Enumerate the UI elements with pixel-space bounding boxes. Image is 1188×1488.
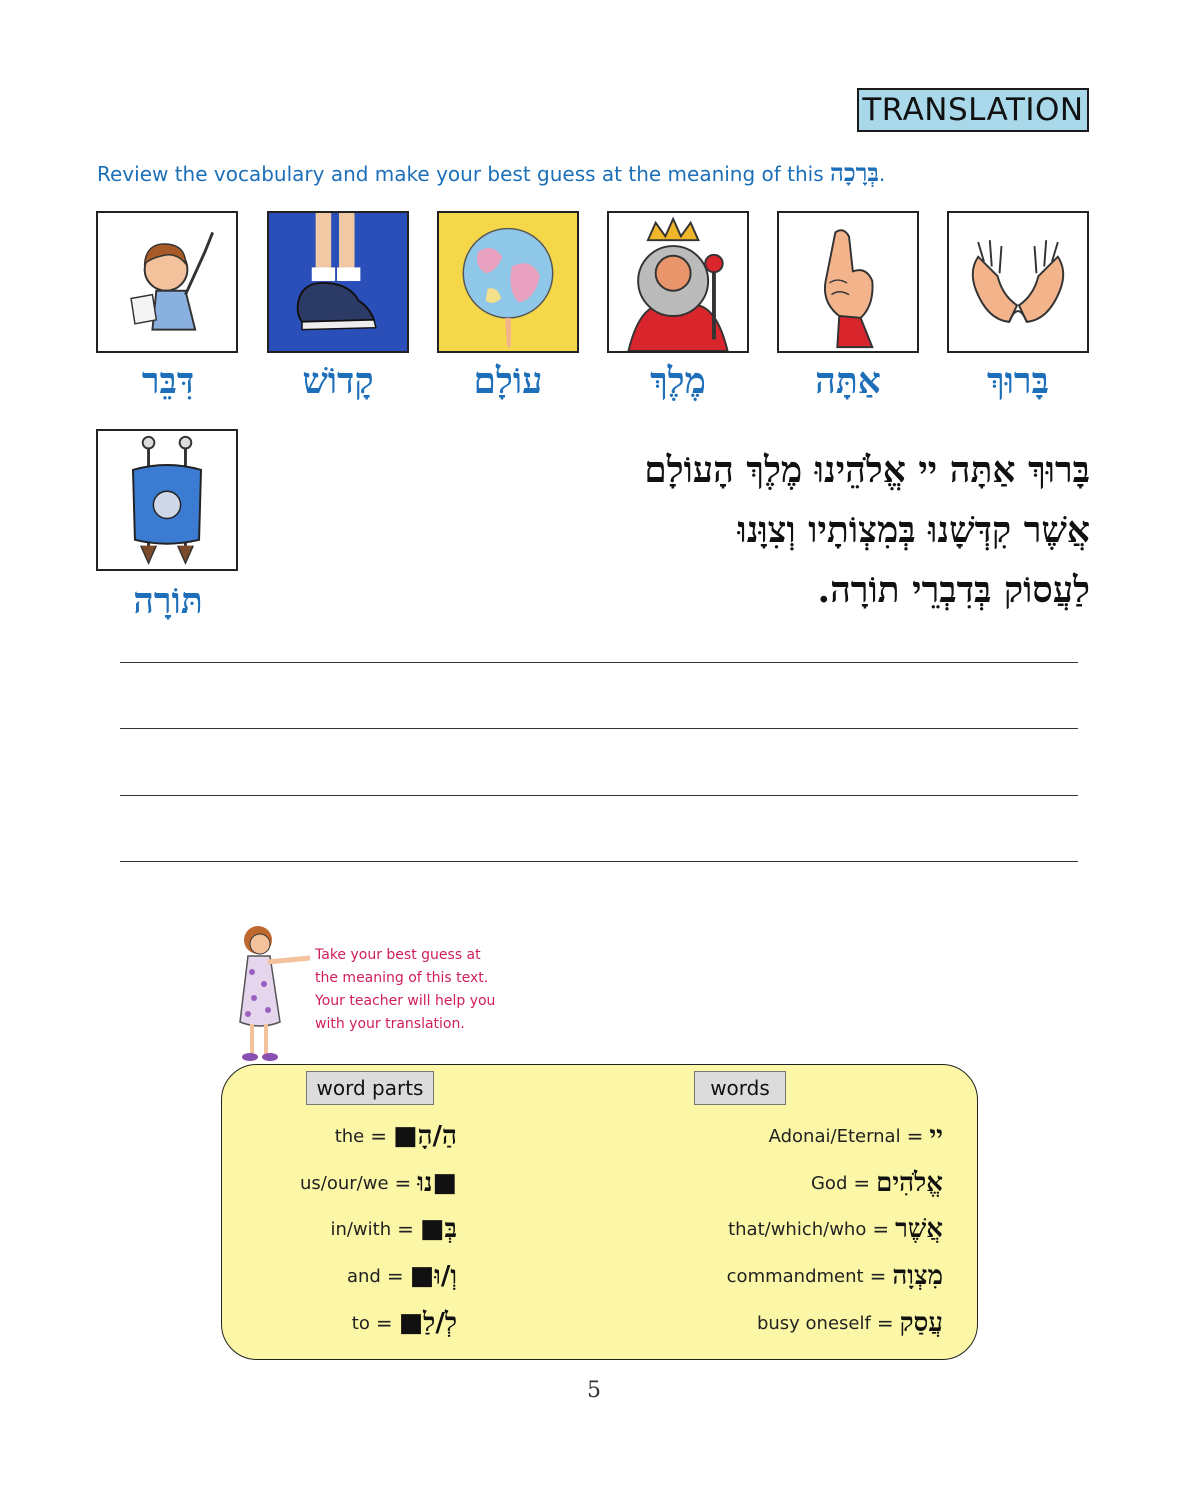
section-title: TRANSLATION	[857, 88, 1089, 132]
answer-line-3[interactable]	[120, 795, 1078, 796]
word-row	[757, 1308, 943, 1338]
word-hebrew: מִצְוָה	[892, 1261, 943, 1291]
word-part-row	[347, 1261, 457, 1291]
word-row	[769, 1121, 943, 1151]
word-part-english: us/our/we	[300, 1172, 389, 1194]
equals-sign: =	[375, 1311, 393, 1335]
instructions	[97, 158, 885, 188]
equals-sign: =	[397, 1217, 414, 1241]
speaking-boy-icon	[96, 211, 238, 353]
answer-line-4[interactable]	[120, 861, 1078, 862]
word-part-row	[352, 1308, 457, 1338]
word-part-row	[300, 1168, 457, 1198]
globe-icon	[437, 211, 579, 353]
word-hebrew: יי	[929, 1121, 943, 1151]
torah-scroll-icon	[96, 429, 238, 571]
word-part-english: the	[334, 1125, 365, 1147]
tip-line-2: the meaning of this text.	[315, 970, 489, 986]
instructions-period: .	[878, 162, 886, 186]
blessing-text	[644, 440, 1090, 620]
instructions-text: Review the vocabulary and make your best guess at the meaning of this	[97, 162, 824, 186]
words-header: words	[694, 1071, 786, 1105]
blessing-line-1: בָּרוּךְ אַתָּה יי אֱלֹהֵינוּ מֶלֶךְ הָעוֹלָם	[644, 449, 1090, 491]
word-hebrew: אֲשֶׁר	[895, 1214, 943, 1244]
vocab-word-olam: עוֹלָם	[473, 360, 543, 402]
word-english: busy oneself	[756, 1312, 871, 1334]
word-hebrew: עֲסַק	[899, 1308, 943, 1338]
word-part-hebrew: וְ/וּ■	[409, 1261, 457, 1291]
word-part-hebrew: בְּ■	[419, 1214, 457, 1244]
equals-sign: =	[394, 1171, 412, 1195]
word-row	[811, 1168, 943, 1198]
teacher-tip	[315, 944, 515, 1036]
vocab-word-atah: אַתָּה	[815, 360, 881, 402]
word-part-row	[335, 1121, 457, 1151]
answer-line-1[interactable]	[120, 662, 1078, 663]
equals-sign: =	[906, 1124, 924, 1148]
word-part-hebrew: ■נוּ	[417, 1168, 457, 1198]
word-english: God	[810, 1172, 848, 1194]
equals-sign: =	[876, 1311, 894, 1335]
word-part-english: to	[351, 1312, 370, 1334]
equals-sign: =	[370, 1124, 388, 1148]
word-parts-header: word parts	[306, 1071, 434, 1105]
word-row	[728, 1214, 943, 1244]
vocab-word-baruch: בָּרוּךְ	[987, 360, 1049, 402]
word-english: Adonai/Eternal	[768, 1125, 901, 1147]
equals-sign: =	[872, 1217, 890, 1241]
king-icon	[607, 211, 749, 353]
word-row	[727, 1261, 943, 1291]
equals-sign: =	[386, 1264, 404, 1288]
word-part-hebrew: הַ/הָ■	[393, 1121, 457, 1151]
answer-line-2[interactable]	[120, 728, 1078, 729]
instructions-hebrew-word: בְּרָכָה	[830, 158, 879, 187]
pointing-hand-icon	[777, 211, 919, 353]
teacher-illustration	[230, 922, 315, 1064]
word-english: commandment	[726, 1265, 864, 1287]
tip-line-1: Take your best guess at	[315, 947, 481, 963]
equals-sign: =	[869, 1264, 887, 1288]
word-part-english: and	[346, 1265, 381, 1287]
vocabulary-box	[221, 1064, 978, 1360]
page-number: 5	[587, 1378, 601, 1403]
word-part-row	[330, 1214, 457, 1244]
vocab-word-kadosh: קָדוֹשׁ	[302, 360, 374, 402]
word-part-hebrew: לְ/לַ■	[398, 1308, 457, 1338]
vocab-word-melech: מֶלֶךְ	[650, 360, 706, 402]
blessing-line-2: אֲשֶׁר קִדְּשָׁנוּ בְּמִצְוֹתָיו וְצִוָּנוּ	[737, 509, 1090, 551]
praying-hands-icon	[947, 211, 1089, 353]
vocab-word-torah: תּוֹרָה	[133, 580, 203, 622]
word-hebrew: אֱלֹהִים	[876, 1168, 943, 1198]
word-english: that/which/who	[728, 1218, 867, 1240]
tip-line-4: with your translation.	[315, 1016, 465, 1032]
equals-sign: =	[853, 1171, 871, 1195]
feet-shoes-icon	[267, 211, 409, 353]
word-part-english: in/with	[330, 1218, 392, 1240]
tip-line-3: Your teacher will help you	[315, 993, 496, 1009]
vocab-word-diber: דִּבֵּר	[141, 360, 195, 402]
blessing-line-3: לַעֲסוֹק בְּדִבְרֵי תוֹרָה.	[817, 569, 1090, 611]
